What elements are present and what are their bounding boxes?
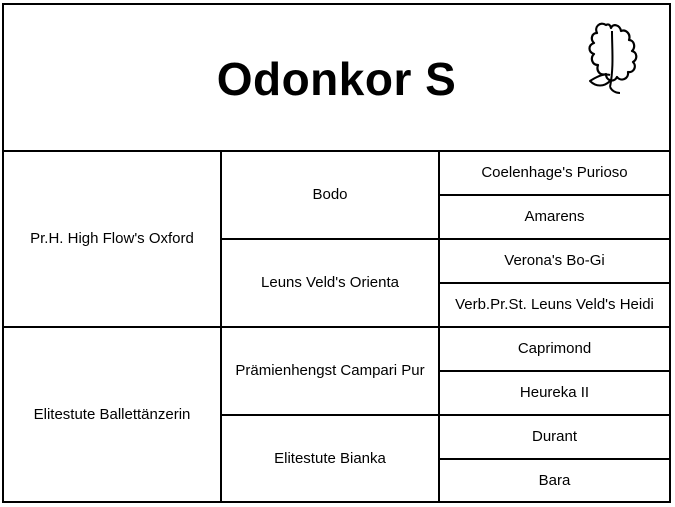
row-divider (440, 282, 669, 284)
row-divider (440, 194, 669, 196)
great-grandparent-cell-6: Heureka II (519, 384, 590, 401)
row-divider (4, 326, 669, 328)
great-grandparent-cell-2: Amarens (524, 208, 585, 225)
great-grandparent-cell-5: Caprimond (517, 340, 592, 357)
row-divider (440, 458, 669, 460)
sire-sire-cell: Bodo (312, 186, 348, 203)
great-grandparent-cell-4: Verb.Pr.St. Leuns Veld's Heidi (455, 296, 654, 313)
sire-dam-cell: Leuns Veld's Orienta (261, 274, 399, 291)
oak-leaf-icon (584, 19, 640, 99)
dam-cell: Elitestute Ballettänzerin (33, 405, 191, 423)
dam-dam-cell: Elitestute Bianka (274, 449, 386, 467)
row-divider (222, 238, 669, 240)
row-divider (222, 414, 669, 416)
horse-name-title: Odonkor S (216, 53, 457, 105)
great-grandparent-cell-3: Verona's Bo-Gi (504, 252, 605, 269)
great-grandparent-cell-8: Bara (538, 471, 571, 489)
great-grandparent-cell-1: Coelenhage's Purioso (481, 164, 628, 181)
sire-cell: Pr.H. High Flow's Oxford (30, 230, 194, 247)
pedigree-chart (2, 3, 671, 503)
dam-sire-cell: Prämienhengst Campari Pur (235, 362, 425, 379)
row-divider (440, 370, 669, 372)
title-panel (4, 5, 669, 152)
great-grandparent-cell-7: Durant (531, 428, 578, 445)
pedigree-grid (4, 152, 669, 501)
